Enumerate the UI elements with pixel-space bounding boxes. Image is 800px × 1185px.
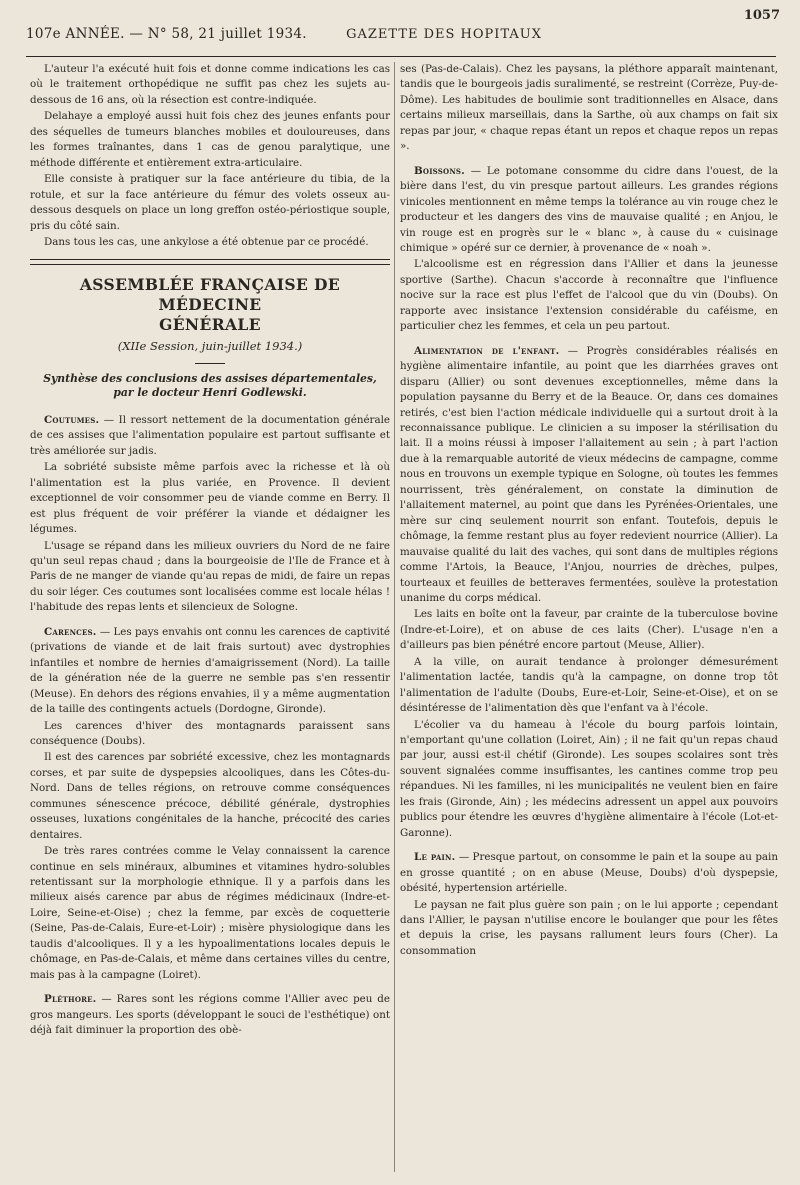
paragraph-alimentation <box>400 344 778 607</box>
paragraph: A la ville, on aurait tendance à prolonger démesurément l'alimentation lactée, tandis qu'à la campagne, on donne trop tôt l'alimentation de l'adulte (Doubs, Eure-et-Loir, Seine-et-Oise), et on se désintéresse de l'alimentation dès que l'enfant va à l'école. <box>400 655 778 715</box>
paragraph: Les laits en boîte ont la faveur, par crainte de la tuberculose bovine (Indre-et-Loire), et on abuse de ces laits (Cher). L'usage n'en a d'ailleurs pas bien pénétré encore partout (Meuse, Allier). <box>400 608 778 652</box>
paragraph: De très rares contrées comme le Velay connaissent la carence continue en sels minéraux, albumines et vitamines hydro-solubles retentissant sur la morphologie ethnique. Il y a parfois dans les milieux aisés carence par abus de régimes médicinaux (Indre-et-Loire, Seine-et-Oise) ; chez la femme, par excès de coquetterie (Seine, Pas-de-Calais, Eure-et-Loir) ; misère physiologique dans les taudis d'alcooliques. Il y a les hypoalimentations locales depuis le chômage, en Pas-de-Calais, et même dans certaines villes du centre, mais pas à la campagne (Loiret). <box>30 845 390 981</box>
page-number: 1057 <box>743 8 780 23</box>
issue-line: 107e ANNÉE. — N° 58, 21 juillet 1934. <box>26 26 307 42</box>
journal-title: GAZETTE DES HOPITAUX <box>346 27 542 42</box>
rubric-heading: Le pain. <box>414 851 456 864</box>
paragraph: Le paysan ne fait plus guère son pain ; on le lui apporte ; cependant dans l'Allier, le paysan n'utilise encore le boulanger que pour les fêtes et depuis la crise, les paysans rallument leurs fours (Cher). La consommation <box>400 898 778 957</box>
section-divider <box>30 259 390 265</box>
subtitle-line: Synthèse des conclusions des assises départementales, <box>43 371 377 385</box>
paragraph-text: — Il ressort nettement de la documentation générale de ces assises que l'alimentation populaire est partout suffisante et très améliorée sur jadis. <box>30 413 390 457</box>
rubric-heading: Coutumes. <box>44 413 100 426</box>
author-line: par le docteur Henri Godlewski. <box>113 386 307 400</box>
rubric-heading: Pléthore. <box>44 993 97 1006</box>
paragraph-text: — Les pays envahis ont connu les carences de captivité (privations de viande et de lait frais surtout) avec dystrophies infantiles et nombre de hernies d'amaigrissement (Nord). La taille de la génération née de la guerre ne semble pas s'en ressentir (Meuse). En dehors des régions envahies, il y a même augmentation de la taille des contingents actuels (Dordogne, Gironde). <box>30 625 390 716</box>
paragraph: L'auteur l'a exécuté huit fois et donne comme indications les cas où le traitement orthopédique ne suffit pas chez les sujets au-dessous de 16 ans, où la résection est contre-indiquée. <box>30 63 390 106</box>
paragraph-pain <box>400 850 778 896</box>
session-line: (XIIe Session, juin-juillet 1934.) <box>117 339 303 354</box>
paragraph-text: — Progrès considérables réalisés en hygiène alimentaire infantile, au point que les diarrhées graves ont disparu (Allier) ou sont devenues exceptionnelles, même dans la population paysanne du Berry et de la Beauce. Or, dans ces domaines retirés, c'est bien l'action médicale individuelle qui a surtout droit à la reconnaissance publique. Le clinicien a su imposer la stérilisation du lait. Il a moins réussi à imposer l'allaitement au sein ; à part l'action due à la remarquable autorité de vieux médecins de campagne, comme nous en trouvons un exemple typique en Sologne, où toutes les femmes nourrissent, très généralement, on constate la diminution de l'allaitement maternel, au point que dans les Pyrénées-Orientales, une mère sur cinq seulement nourrit son enfant. Toutefois, depuis le chômage, la femme restant plus au foyer redevient nourrice (Allier). La mauvaise qualité du lait des vaches, qui sont dans de multiples régions comme l'Artois, la Beauce, l'Anjou, nourries de drèches, pulpes, tourteaux et feuilles de betteraves fermentées, soulève la protestation unanime du corps médical. <box>400 344 778 604</box>
right-column <box>400 62 778 960</box>
paragraph-boissons <box>400 164 778 257</box>
rubric-heading: Boissons. <box>414 164 465 177</box>
rubric-heading: Alimentation de l'enfant. <box>414 344 560 357</box>
paragraph: Les carences d'hiver des montagnards paraissent sans conséquence (Doubs). <box>30 719 390 747</box>
paragraph-carences <box>30 625 390 718</box>
paragraph-text: — Presque partout, on consomme le pain et la soupe au pain en grosse quantité ; on en abuse (Meuse, Doubs) d'où dyspepsie, obésité, hypertension artérielle. <box>400 851 778 895</box>
left-column <box>30 62 390 1040</box>
paragraph: Dans tous les cas, une ankylose a été obtenue par ce procédé. <box>44 235 369 248</box>
paragraph: Delahaye a employé aussi huit fois chez des jeunes enfants pour des séquelles de tumeurs blanches mobiles et douloureuses, dans les formes traînantes, dans 1 cas de genou paralytique, une méthode différente et entièrement extra-articulaire. <box>30 110 390 169</box>
article-title-line2: GÉNÉRALE <box>159 315 261 335</box>
short-rule <box>195 363 225 364</box>
paragraph-text: — Le potomane consomme du cidre dans l'ouest, de la bière dans l'est, du vin presque partout ailleurs. Les grandes régions vinicoles mentionnent en même temps la tolérance au vin rouge chez le producteur et les dangers des vins de mauvaise qualité ; en Anjou, le vin rouge est en progrès sur le « blanc », à cause du « cuisinage chimique » opéré sur ce dernier, à provenance de « noah ». <box>400 164 778 254</box>
paragraph: L'écolier va du hameau à l'école du bourg parfois lointain, n'emportant qu'une collation (Loiret, Ain) ; il ne fait qu'un repas chaud par jour, aussi est-il chétif (Gironde). Les soupes scolaires sont très souvent signalées comme insuffisantes, les cantines comme trop peu répandues. Ni les familles, ni les municipalités ne veulent bien en faire les frais (Gironde, Ain) ; les médecins adressent un appel aux pouvoirs publics pour étendre les œuvres d'hygiène alimentaire à l'école (Lot-et-Garonne). <box>400 718 778 839</box>
paragraph: Il est des carences par sobriété excessive, chez les montagnards corses, et par suite de dyspepsies alcooliques, dans les Côtes-du-Nord. Dans de telles régions, on retrouve comme conséquences communes sénescence précoce, débilité générale, dystrophies osseuses, luxations congénitales de la hanche, précocité des caries dentaires. <box>30 751 390 841</box>
column-divider <box>394 62 395 1172</box>
paragraph: La sobriété subsiste même parfois avec la richesse et là où l'alimentation est la plus variée, en Provence. Il devient exceptionnel de voir consommer peu de viande comme en Berry. Il est plus fréquent de voir préférer la viande et dédaigner les légumes. <box>30 461 390 536</box>
paragraph-text: — Rares sont les régions comme l'Allier avec peu de gros mangeurs. Les sports (développant le souci de l'esthétique) ont déjà fait diminuer la proportion des obè- <box>30 993 390 1037</box>
article-subtitle <box>30 372 390 401</box>
paragraph: Elle consiste à pratiquer sur la face antérieure du tibia, de la rotule, et sur la face antérieure du fémur des volets osseux au-dessous desquels on place un long greffon ostéo-périostique souple, pris du côté sain. <box>30 173 390 232</box>
paragraph: ses (Pas-de-Calais). Chez les paysans, la pléthore apparaît maintenant, tandis que le bourgeois jadis suralimenté, se restreint (Corrèze, Puy-de-Dôme). Les habitudes de boulimie sont traditionnelles en Alsace, dans certains milieux marseillais, dans la Sarthe, où aux champs on fait six repas par jour, « chaque repas étant un repos et chaque repos un repas ». <box>400 63 778 153</box>
paragraph: L'alcoolisme est en régression dans l'Allier et dans la jeunesse sportive (Sarthe). Chacun s'accorde à reconnaître que l'influence nocive sur la race est plus l'effet de l'alcool que du vin (Doubs). On rapporte avec insistance l'extension considérable du caféisme, en particulier chez les femmes, et cela un peu partout. <box>400 258 778 333</box>
rubric-heading: Carences. <box>44 625 97 638</box>
paragraph-plethore <box>30 992 390 1038</box>
header-rule <box>26 56 776 57</box>
article-title: ASSEMBLÉE FRANÇAISE DE MÉDECINE <box>79 275 341 315</box>
paragraph-coutumes <box>30 413 390 459</box>
paragraph: L'usage se répand dans les milieux ouvriers du Nord de ne faire qu'un seul repas chaud ; dans la bourgeoisie de l'Ile de France et à Paris de ne manger de viande qu'au repas de midi, de faire un repas du soir léger. Ces coutumes sont localisées comme est locale hélas ! l'habitude des repas lents et silencieux de Sologne. <box>30 539 390 614</box>
running-header <box>26 26 772 42</box>
